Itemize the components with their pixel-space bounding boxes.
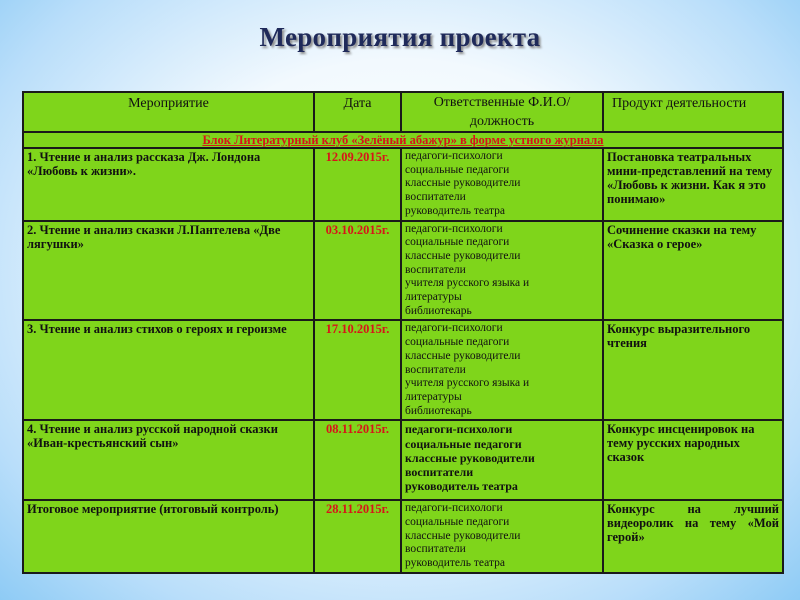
table-row [23, 500, 783, 573]
header-responsible: Ответственные Ф.И.О/должность [401, 92, 603, 132]
responsible-item: воспитатели [405, 464, 474, 479]
event-cell: 2. Чтение и анализ сказки Л.Пантелева «Две лягушки» [23, 221, 314, 321]
responsible-item: классные руководители [405, 450, 535, 465]
event-cell: Итоговое мероприятие (итоговый контроль) [23, 500, 314, 573]
date-cell: 12.09.2015г. [314, 148, 401, 221]
responsible-item: социальные педагоги [405, 436, 522, 451]
product-cell: Сочинение сказки на тему «Сказка о герое» [603, 221, 783, 321]
table-row [23, 420, 783, 500]
responsible-item: классные руководители [405, 349, 521, 362]
table-row [23, 148, 783, 221]
responsible-item: учителя русского языка и [405, 277, 530, 290]
date-cell: 03.10.2015г. [314, 221, 401, 321]
responsible-item: педагоги-психологи [405, 422, 513, 437]
responsible-cell [401, 148, 603, 221]
responsible-item: социальные педагоги [405, 236, 510, 249]
responsible-item: библиотекарь [405, 304, 472, 317]
responsible-item: литературы [405, 291, 462, 304]
product-cell: Конкурс выразительного чтения [603, 320, 783, 420]
responsible-item: социальные педагоги [405, 516, 510, 529]
responsible-item: классные руководители [405, 249, 521, 262]
header-date: Дата [314, 92, 401, 132]
product-cell: Конкурс инсценировок на тему русских народных сказок [603, 420, 783, 500]
responsible-item: руководитель театра [405, 204, 505, 217]
block-title: Блок Литературный клуб «Зелёный абажур» в форме устного журнала [23, 132, 783, 148]
date-cell: 17.10.2015г. [314, 320, 401, 420]
responsible-item: классные руководители [405, 177, 521, 190]
responsible-item: педагоги-психологи [405, 150, 503, 162]
responsible-item: литературы [405, 390, 462, 403]
responsible-item: социальные педагоги [405, 163, 510, 176]
block-row [23, 132, 783, 148]
event-cell: 3. Чтение и анализ стихов о героях и героизме [23, 320, 314, 420]
responsible-item: воспитатели [405, 263, 466, 276]
responsible-item: классные руководители [405, 529, 521, 542]
table-header-row [23, 92, 783, 132]
responsible-item: педагоги-психологи [405, 502, 503, 515]
responsible-item: библиотекарь [405, 404, 472, 417]
responsible-cell [401, 420, 603, 500]
responsible-cell [401, 221, 603, 321]
date-cell: 28.11.2015г. [314, 500, 401, 573]
responsible-cell [401, 320, 603, 420]
responsible-item: педагоги-психологи [405, 222, 503, 235]
page-title: Мероприятия проекта [259, 22, 541, 52]
header-product: Продукт деятельности [603, 92, 783, 132]
event-cell: 4. Чтение и анализ русской народной сказки «Иван-крестьянский сын» [23, 420, 314, 500]
responsible-item: воспитатели [405, 363, 466, 376]
events-table [22, 91, 784, 574]
product-cell: Постановка театральных мини-представлений на тему «Любовь к жизни. Как я это понимаю» [603, 148, 783, 221]
table-row [23, 221, 783, 321]
responsible-item: воспитатели [405, 191, 466, 204]
responsible-item: педагоги-психологи [405, 322, 503, 335]
event-cell: 1. Чтение и анализ рассказа Дж. Лондона «Любовь к жизни». [23, 148, 314, 221]
responsible-item: социальные педагоги [405, 336, 510, 349]
table-row [23, 320, 783, 420]
date-cell: 08.11.2015г. [314, 420, 401, 500]
header-event: Мероприятие [23, 92, 314, 132]
responsible-item: учителя русского языка и [405, 377, 530, 390]
responsible-cell [401, 500, 603, 573]
responsible-item: руководитель театра [405, 479, 518, 494]
responsible-item: воспитатели [405, 543, 466, 556]
product-cell: Конкурс на лучший видеоролик на тему «Мой герой» [603, 500, 783, 573]
responsible-item: руководитель театра [405, 557, 505, 570]
